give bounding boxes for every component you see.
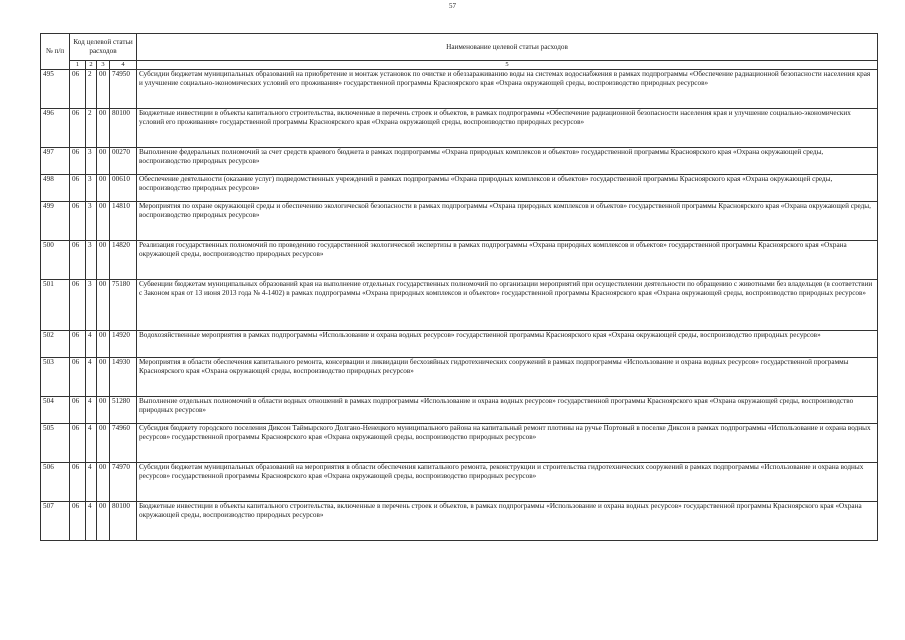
row-description: Мероприятия по охране окружающей среды и обеспечению экологической безопасности в рамках подпрограммы «Охрана природных комплексов и объектов» государственной программы Красноярского края «Охрана окружающей среды, воспроизводство природных ресурсов»	[137, 202, 878, 241]
code-part-4: 80100	[110, 109, 137, 148]
code-part-2: 3	[86, 241, 97, 280]
code-part-4: 74960	[110, 424, 137, 463]
row-description: Субсидии бюджетам муниципальных образований на приобретение и монтаж установок по очистке и обеззараживанию воды на системах водоснабжения в рамках подпрограммы «Обеспечение радиационной безопасности населения края и улучшение социально-экономических условий его проживания» государственной программы Красноярского края «Охрана окружающей среды, воспроизводство природных ресурсов»	[137, 70, 878, 109]
table-row	[41, 331, 878, 358]
code-part-4: 14820	[110, 241, 137, 280]
row-number: 500	[41, 241, 70, 280]
code-part-1: 06	[70, 424, 86, 463]
code-part-1: 06	[70, 202, 86, 241]
row-number: 504	[41, 397, 70, 424]
code-part-4: 14810	[110, 202, 137, 241]
code-part-2: 4	[86, 502, 97, 541]
row-number: 501	[41, 280, 70, 331]
code-part-4: 74970	[110, 463, 137, 502]
row-number: 498	[41, 175, 70, 202]
code-part-2: 2	[86, 109, 97, 148]
code-part-3: 00	[97, 175, 110, 202]
code-part-3: 00	[97, 148, 110, 175]
row-number: 496	[41, 109, 70, 148]
table-row	[41, 109, 878, 148]
table-row	[41, 175, 878, 202]
code-part-2: 3	[86, 175, 97, 202]
code-part-3: 00	[97, 70, 110, 109]
code-part-2: 3	[86, 280, 97, 331]
code-part-3: 00	[97, 463, 110, 502]
code-part-4: 80100	[110, 502, 137, 541]
code-part-2: 3	[86, 148, 97, 175]
row-description: Реализация государственных полномочий по проведению государственной экологической экспертизы в рамках подпрограммы «Охрана природных комплексов и объектов» государственной программы Красноярского края «Охрана окружающей среды, воспроизводство природных ресурсов»	[137, 241, 878, 280]
code-part-1: 06	[70, 70, 86, 109]
row-description: Мероприятия в области обеспечения капитального ремонта, консервации и ликвидации бесхозяйных гидротехнических сооружений в рамках подпрограммы «Использование и охрана водных ресурсов» государственной программы Красноярского края «Охрана окружающей среды, воспроизводство природных ресурсов»	[137, 358, 878, 397]
row-number: 495	[41, 70, 70, 109]
code-part-1: 06	[70, 358, 86, 397]
table-row	[41, 280, 878, 331]
column-header-code: Код целевой статьи расходов	[70, 34, 137, 61]
subcolumn-5: 5	[137, 61, 878, 70]
table-row	[41, 424, 878, 463]
row-description: Субсидия бюджету городского поселения Диксон Таймырского Долгано-Ненецкого муниципального района на капитальный ремонт плотины на ручье Портовый в поселке Диксон в рамках подпрограммы «Использование и охрана водных ресурсов» государственной программы Красноярского края «Охрана окружающей среды, воспроизводство природных ресурсов»	[137, 424, 878, 463]
row-description: Выполнение отдельных полномочий в области водных отношений в рамках подпрограммы «Использование и охрана водных ресурсов» государственной программы Красноярского края «Охрана окружающей среды, воспроизводство природных ресурсов»	[137, 397, 878, 424]
code-part-4: 14930	[110, 358, 137, 397]
row-description: Обеспечение деятельности (оказание услуг) подведомственных учреждений в рамках подпрограммы «Охрана природных комплексов и объектов» государственной программы Красноярского края «Охрана окружающей среды, воспроизводство природных ресурсов»	[137, 175, 878, 202]
table-row	[41, 148, 878, 175]
table-row	[41, 502, 878, 541]
row-number: 506	[41, 463, 70, 502]
code-part-3: 00	[97, 502, 110, 541]
code-part-1: 06	[70, 331, 86, 358]
row-number: 503	[41, 358, 70, 397]
code-part-1: 06	[70, 463, 86, 502]
code-part-2: 4	[86, 463, 97, 502]
row-description: Водохозяйственные мероприятия в рамках подпрограммы «Использование и охрана водных ресурсов» государственной программы Красноярского края «Охрана окружающей среды, воспроизводство природных ресурсов»	[137, 331, 878, 358]
row-number: 497	[41, 148, 70, 175]
row-description: Субвенции бюджетам муниципальных образований края на выполнение отдельных государственных полномочий по организации мероприятий при осуществлении деятельности по обращению с животными без владельцев (в соответствии с Законом края от 13 июня 2013 года № 4-1402) в рамках подпрограммы «Охрана природных комплексов и объектов» государственной программы Красноярского края «Охрана окружающей среды, воспроизводство природных ресурсов»	[137, 280, 878, 331]
code-part-4: 75180	[110, 280, 137, 331]
row-description: Выполнение федеральных полномочий за счет средств краевого бюджета в рамках подпрограммы «Охрана природных комплексов и объектов» государственной программы Красноярского края «Охрана окружающей среды, воспроизводство природных ресурсов»	[137, 148, 878, 175]
row-description: Субсидии бюджетам муниципальных образований на мероприятия в области обеспечения капитального ремонта, реконструкции и строительства гидротехнических сооружений в рамках подпрограммы «Использование и охрана водных ресурсов» государственной программы Красноярского края «Охрана окружающей среды, воспроизводство природных ресурсов»	[137, 463, 878, 502]
code-part-1: 06	[70, 502, 86, 541]
row-number: 505	[41, 424, 70, 463]
code-part-3: 00	[97, 331, 110, 358]
table-row	[41, 358, 878, 397]
code-part-3: 00	[97, 424, 110, 463]
code-part-3: 00	[97, 202, 110, 241]
row-description: Бюджетные инвестиции в объекты капитального строительства, включенные в перечень строек и объектов, в рамках подпрограммы «Обеспечение радиационной безопасности населения края и улучшение социально-экономических условий его проживания» государственной программы Красноярского края «Охрана окружающей среды, воспроизводство природных ресурсов»	[137, 109, 878, 148]
code-part-1: 06	[70, 241, 86, 280]
code-part-3: 00	[97, 358, 110, 397]
column-header-number: № п/п	[41, 34, 70, 70]
code-part-4: 51280	[110, 397, 137, 424]
table-row	[41, 241, 878, 280]
row-number: 499	[41, 202, 70, 241]
code-part-2: 4	[86, 424, 97, 463]
table-row	[41, 397, 878, 424]
code-part-1: 06	[70, 109, 86, 148]
code-part-1: 06	[70, 148, 86, 175]
budget-table	[40, 33, 878, 541]
code-part-2: 4	[86, 331, 97, 358]
code-part-4: 00270	[110, 148, 137, 175]
row-number: 502	[41, 331, 70, 358]
subcolumn-4: 4	[110, 61, 137, 70]
code-part-3: 00	[97, 241, 110, 280]
table-row	[41, 202, 878, 241]
row-description: Бюджетные инвестиции в объекты капитального строительства, включенные в перечень строек и объектов, в рамках подпрограммы «Использование и охрана водных ресурсов» государственной программы Красноярского края «Охрана окружающей среды, воспроизводство природных ресурсов»	[137, 502, 878, 541]
code-part-2: 4	[86, 397, 97, 424]
code-part-1: 06	[70, 175, 86, 202]
code-part-3: 00	[97, 280, 110, 331]
code-part-2: 4	[86, 358, 97, 397]
code-part-4: 74950	[110, 70, 137, 109]
code-part-4: 00610	[110, 175, 137, 202]
code-part-2: 3	[86, 202, 97, 241]
subcolumn-3: 3	[97, 61, 110, 70]
column-header-name: Наименование целевой статьи расходов	[137, 34, 878, 61]
page-number: 57	[449, 2, 456, 10]
code-part-2: 2	[86, 70, 97, 109]
row-number: 507	[41, 502, 70, 541]
code-part-1: 06	[70, 280, 86, 331]
code-part-3: 00	[97, 397, 110, 424]
code-part-4: 14920	[110, 331, 137, 358]
code-part-3: 00	[97, 109, 110, 148]
table-row	[41, 70, 878, 109]
subcolumn-2: 2	[86, 61, 97, 70]
table-row	[41, 463, 878, 502]
code-part-1: 06	[70, 397, 86, 424]
subcolumn-1: 1	[70, 61, 86, 70]
